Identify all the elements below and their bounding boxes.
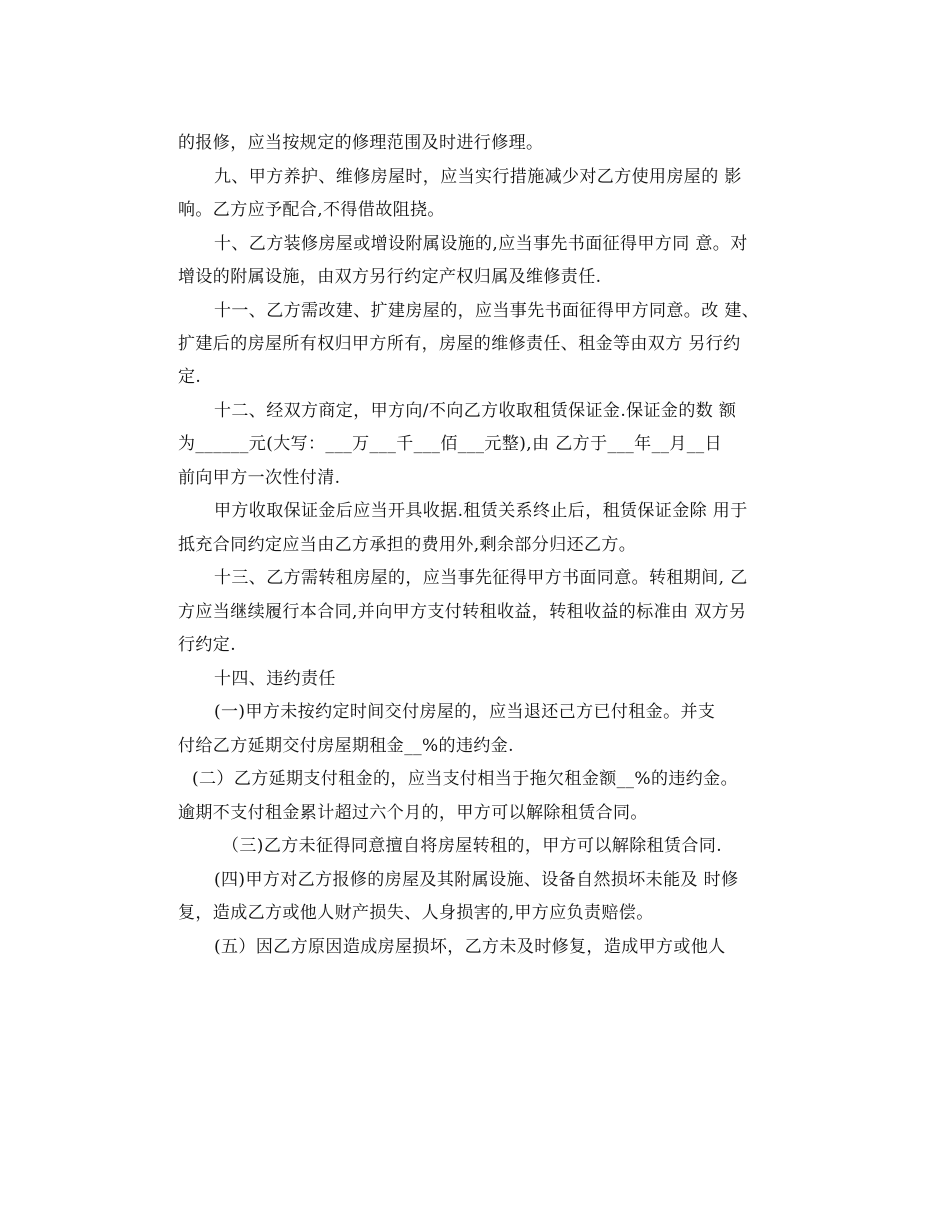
- text-line: (二）乙方延期支付租金的，应当支付相当于拖欠租金额__%的违约金。: [192, 769, 738, 789]
- text-line: 付给乙方延期交付房屋期租金__%的违约金.: [178, 736, 514, 756]
- text-line: 增设的附属设施，由双方另行约定产权归属及维修责任.: [178, 267, 602, 287]
- text-line: 十四、违约责任: [214, 669, 336, 689]
- text-line: 定.: [178, 367, 202, 387]
- text-line: 为______元(大写：___万___千___佰___元整),由 乙方于___年__月__日: [178, 434, 722, 454]
- text-line: (一)甲方未按约定时间交付房屋的，应当退还己方已付租金。并支: [214, 702, 716, 722]
- text-line: 抵充合同约定应当由乙方承担的费用外,剩余部分归还乙方。: [178, 535, 637, 555]
- text-line: (五）因乙方原因造成房屋损坏，乙方未及时修复，造成甲方或他人: [214, 937, 726, 957]
- text-line: (四)甲方对乙方报修的房屋及其附属设施、设备自然损坏未能及 时修: [214, 870, 739, 890]
- text-line: 九、甲方养护、维修房屋时，应当实行措施减少对乙方使用房屋的 影: [214, 167, 742, 187]
- text-line: 复，造成乙方或他人财产损失、人身损害的,甲方应负责赔偿。: [178, 903, 654, 923]
- text-line: 行约定.: [178, 635, 237, 655]
- text-line: 十一、乙方需改建、扩建房屋的，应当事先书面征得甲方同意。改 建、: [214, 301, 760, 321]
- text-line: 的报修，应当按规定的修理范围及时进行修理。: [178, 133, 544, 153]
- text-line: 十、乙方装修房屋或增设附属设施的,应当事先书面征得甲方同 意。对: [214, 234, 748, 254]
- text-line: 十三、乙方需转租房屋的，应当事先征得甲方书面同意。转租期间, 乙: [214, 568, 748, 588]
- text-line: 甲方收取保证金后应当开具收据.租赁关系终止后，租赁保证金除 用于: [214, 501, 748, 521]
- text-line: 十二、经双方商定，甲方向/不向乙方收取租赁保证金.保证金的数 额: [214, 401, 737, 421]
- text-line: 扩建后的房屋所有权归甲方所有，房屋的维修责任、租金等由双方 另行约: [178, 334, 741, 354]
- text-line: 响。乙方应予配合,不得借故阻挠。: [178, 200, 445, 220]
- text-line: 前向甲方一次性付清.: [178, 468, 341, 488]
- text-line: 方应当继续履行本合同,并向甲方支付转租收益，转租收益的标准由 双方另: [178, 602, 747, 622]
- text-line: （三)乙方未征得同意擅自将房屋转租的，甲方可以解除租赁合同.: [222, 836, 723, 856]
- text-line: 逾期不支付租金累计超过六个月的，甲方可以解除租赁合同。: [178, 803, 648, 823]
